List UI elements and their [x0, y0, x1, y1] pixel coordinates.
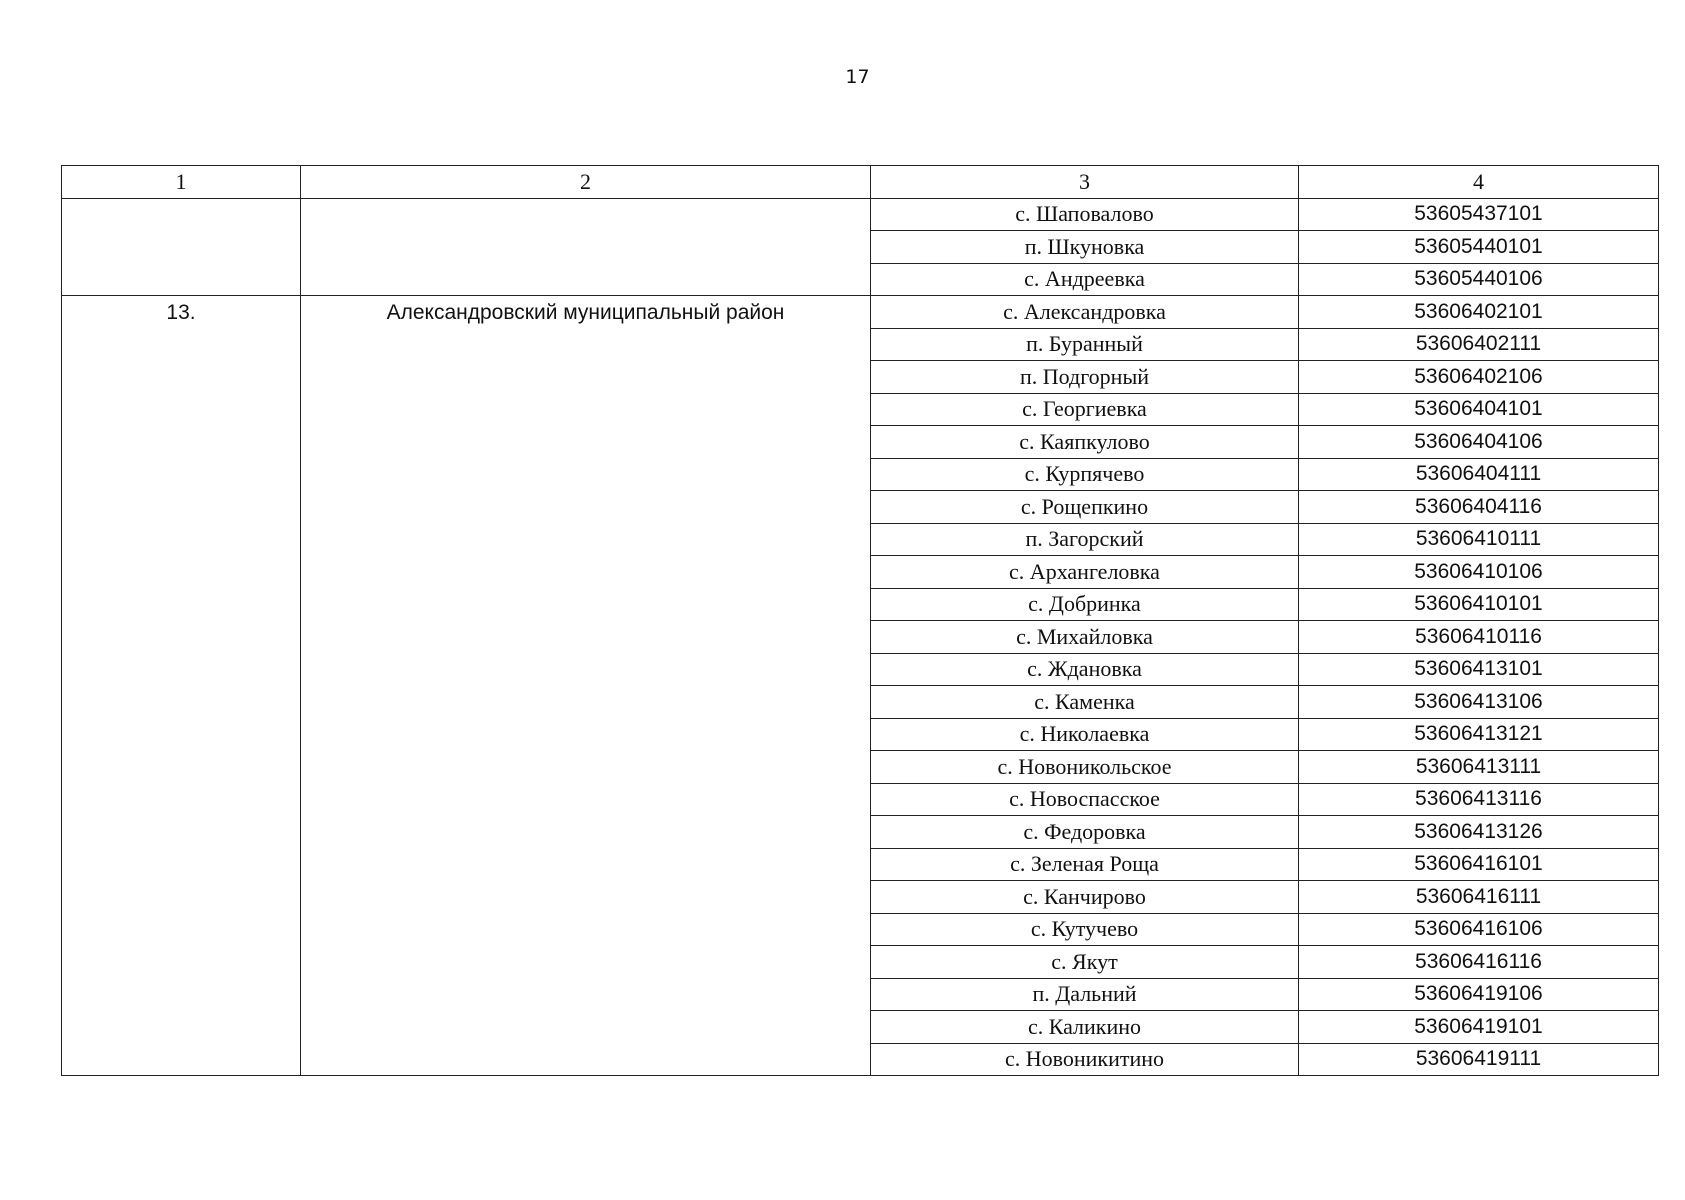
group-number-cell: 13.: [62, 296, 301, 1076]
code-cell: 53606402106: [1299, 361, 1659, 394]
settlements-table: [61, 165, 1659, 1076]
code-cell: 53606413106: [1299, 686, 1659, 719]
code-cell: 53606413121: [1299, 718, 1659, 751]
code-cell: 53605437101: [1299, 198, 1659, 231]
table-row: [62, 296, 1659, 329]
settlement-cell: с. Андреевка: [871, 263, 1299, 296]
settlement-cell: с. Георгиевка: [871, 393, 1299, 426]
group-number-cell: [62, 198, 301, 296]
settlement-cell: п. Дальний: [871, 978, 1299, 1011]
settlement-cell: с. Добринка: [871, 588, 1299, 621]
district-name-cell: [301, 198, 871, 296]
code-cell: 53606416106: [1299, 913, 1659, 946]
settlement-cell: с. Михайловка: [871, 621, 1299, 654]
settlement-cell: п. Буранный: [871, 328, 1299, 361]
settlement-cell: с. Курпячево: [871, 458, 1299, 491]
settlement-cell: с. Канчирово: [871, 881, 1299, 914]
code-cell: 53606419101: [1299, 1011, 1659, 1044]
code-cell: 53606416111: [1299, 881, 1659, 914]
code-cell: 53606410111: [1299, 523, 1659, 556]
code-cell: 53606410101: [1299, 588, 1659, 621]
code-cell: 53605440101: [1299, 231, 1659, 264]
settlement-cell: с. Архангеловка: [871, 556, 1299, 589]
settlement-cell: с. Николаевка: [871, 718, 1299, 751]
code-cell: 53606404111: [1299, 458, 1659, 491]
code-cell: 53606419106: [1299, 978, 1659, 1011]
column-header-2: 2: [301, 166, 871, 199]
settlement-cell: с. Кутучево: [871, 913, 1299, 946]
settlement-cell: с. Рощепкино: [871, 491, 1299, 524]
header-row: [62, 166, 1659, 199]
column-header-4: 4: [1299, 166, 1659, 199]
code-cell: 53606404101: [1299, 393, 1659, 426]
settlement-cell: с. Ждановка: [871, 653, 1299, 686]
code-cell: 53606402101: [1299, 296, 1659, 329]
table-row: [62, 198, 1659, 231]
settlement-cell: с. Новоникитино: [871, 1043, 1299, 1076]
code-cell: 53606410106: [1299, 556, 1659, 589]
settlement-cell: с. Александровка: [871, 296, 1299, 329]
table-header: [62, 166, 1659, 199]
code-cell: 53606413126: [1299, 816, 1659, 849]
code-cell: 53606413111: [1299, 751, 1659, 784]
code-cell: 53606410116: [1299, 621, 1659, 654]
settlement-cell: с. Зеленая Роща: [871, 848, 1299, 881]
settlement-cell: п. Шкуновка: [871, 231, 1299, 264]
settlement-cell: с. Шаповалово: [871, 198, 1299, 231]
code-cell: 53606404106: [1299, 426, 1659, 459]
settlement-cell: с. Новоникольское: [871, 751, 1299, 784]
settlement-cell: с. Якут: [871, 946, 1299, 979]
code-cell: 53606419111: [1299, 1043, 1659, 1076]
code-cell: 53605440106: [1299, 263, 1659, 296]
settlement-cell: с. Новоспасское: [871, 783, 1299, 816]
code-cell: 53606404116: [1299, 491, 1659, 524]
code-cell: 53606413101: [1299, 653, 1659, 686]
column-header-1: 1: [62, 166, 301, 199]
settlement-cell: с. Каликино: [871, 1011, 1299, 1044]
column-header-3: 3: [871, 166, 1299, 199]
code-cell: 53606416101: [1299, 848, 1659, 881]
code-cell: 53606416116: [1299, 946, 1659, 979]
code-cell: 53606402111: [1299, 328, 1659, 361]
settlement-cell: с. Каменка: [871, 686, 1299, 719]
district-name-cell: Александровский муниципальный район: [301, 296, 871, 1076]
settlement-cell: с. Каяпкулово: [871, 426, 1299, 459]
table-body: [62, 198, 1659, 1076]
settlement-cell: с. Федоровка: [871, 816, 1299, 849]
code-cell: 53606413116: [1299, 783, 1659, 816]
page-number: 17: [845, 66, 870, 88]
settlement-cell: п. Подгорный: [871, 361, 1299, 394]
settlement-cell: п. Загорский: [871, 523, 1299, 556]
